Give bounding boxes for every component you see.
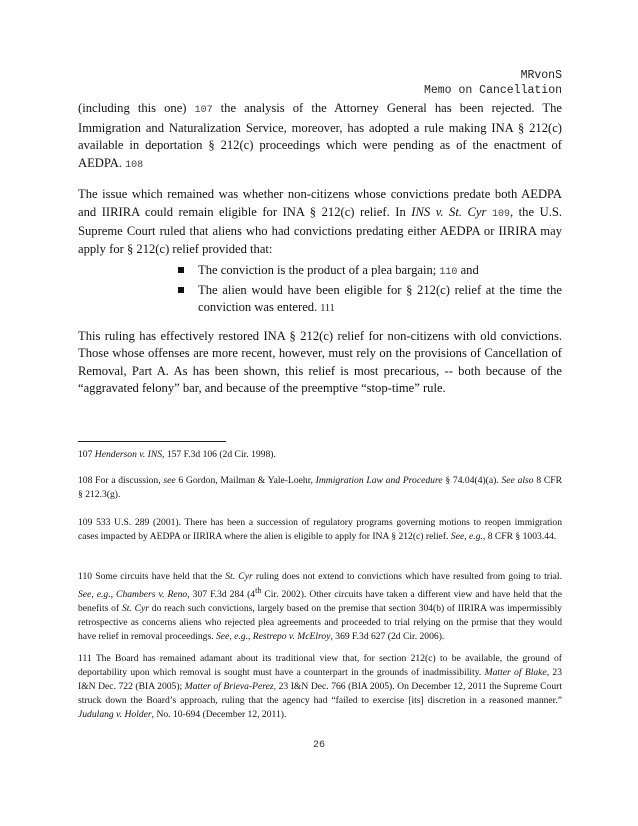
- signal: see: [163, 475, 176, 486]
- footnote-109: [78, 516, 562, 544]
- bullet-text: The alien would have been eligible for § 212(c) relief at the time the conviction was entered.: [198, 282, 562, 314]
- case-name: St. Cyr: [225, 571, 253, 582]
- citation: , 23 I&N Dec. 722 (BIA 2005);: [78, 667, 563, 692]
- case-name: Henderson v. INS: [94, 449, 163, 460]
- citation: § 74.04(4)(a).: [442, 475, 502, 486]
- footnote-ref-108[interactable]: 108: [125, 159, 144, 171]
- footnote-111: [78, 652, 562, 722]
- paragraph-1-text-b: the analysis of the Attorney General has been rejected. The Immigration and Naturalization Service, moreover, has adopted a rule making INA § 212(c) available in deportation § 212(c) proceedings which were pending as of the enactment of AEDPA.: [78, 101, 562, 170]
- punctuation: ,: [110, 589, 117, 601]
- footnote-ref-110[interactable]: 110: [439, 267, 458, 278]
- case-name-st-cyr: INS v. St. Cyr: [411, 204, 487, 219]
- author-text: 6 Gordon, Mailman & Yale-Loehr,: [175, 475, 316, 486]
- bullet-list: [78, 262, 562, 318]
- running-header: [424, 68, 562, 98]
- footnote-text: 109 533 U.S. 289 (2001). There has been a succession of regulatory programs governing motions to reopen immigration cases impacted by AEDPA or IIRIRA where the alien is eligible to apply for INA § 212(c) relief.: [78, 517, 562, 542]
- footnote-text: ruling does not extend to convictions which have resulted from going to trial.: [252, 571, 562, 582]
- signal: See, e.g.: [216, 631, 248, 643]
- list-item: [178, 282, 562, 318]
- list-item: [178, 262, 562, 282]
- page-number: 26: [312, 740, 325, 751]
- square-bullet-icon: [178, 287, 184, 293]
- case-name: Chambers v. Reno: [116, 589, 188, 601]
- paragraph-2: [78, 186, 562, 258]
- footnote-ref-109[interactable]: 109: [491, 208, 510, 220]
- footnote-separator: [78, 441, 226, 442]
- footnote-text: do reach such convictions, largely based on the premise that section 304(b) of IIRIRA was impermissibly retrospective as concerns aliens who rejected plea agreements and proceeded to trial relying on the prmise that they would have relief in removal proceedings.: [78, 603, 562, 643]
- paragraph-2-text-a: The issue which remained was whether non-citizens whose convictions predate both AEDPA and IIRIRA could remain eligible for INA § 212(c) relief. In: [78, 187, 562, 219]
- paragraph-2-text-b: , the U.S. Supreme Court ruled that aliens who had convictions predating either AEDPA or IIRIRA may apply for § 212(c) relief provided that:: [78, 204, 562, 256]
- footnote-text: Cir. 2002). Other circuits have taken a different view and have held that the benefits of: [78, 589, 563, 615]
- citation: , 307 F.3d 284 (4: [187, 589, 256, 601]
- header-title: Memo on Cancellation: [423, 84, 562, 97]
- case-name: Matter of Brieva-Perez: [184, 681, 274, 692]
- footnote-110: [78, 570, 562, 644]
- case-name: St. Cyr: [121, 603, 149, 615]
- footnote-text: 111 The Board has remained adamant about its traditional view that, for section 212(c) to be available, the ground of deportability upon which removal is sought must have a counterpart in the grounds of inadmissibility.: [78, 653, 562, 678]
- body-text: [78, 100, 562, 398]
- footnote-number: 107: [78, 449, 95, 460]
- footnote-text: , 23 I&N Dec. 766 (BIA 2005). On December 12, 2011 the Supreme Court struck down the Board’s approach, ruling that the agency had “failed to exercise [its] discretion in a reasoned manner.”: [78, 681, 563, 706]
- citation: , 8 CFR § 1003.44.: [482, 531, 557, 542]
- case-name: Matter of Blake: [484, 667, 547, 678]
- citation: 8 CFR § 212.3(g).: [78, 475, 563, 500]
- paragraph-1-text-a: (including this one): [78, 101, 195, 115]
- bullet-text: The conviction is the product of a plea bargain;: [198, 263, 440, 277]
- paragraph-3: This ruling has effectively restored INA § 212(c) relief for non-citizens with old convictions. Those whose offenses are more recent, however, must rely on the provisions of Cancellation of Removal, Part A. As has been shown, this relief is most precarious, -- both because of the “aggravated felony” bar, and because of the preemptive “stop-time” rule.: [78, 328, 562, 395]
- footnote-ref-111[interactable]: 111: [320, 303, 335, 314]
- citation: , 157 F.3d 106 (2d Cir. 1998).: [162, 449, 276, 460]
- footnote-ref-107[interactable]: 107: [194, 105, 213, 116]
- punctuation: ,: [247, 631, 253, 643]
- signal: See, e.g.: [450, 531, 483, 542]
- citation: , 369 F.3d 627 (2d Cir. 2006).: [330, 631, 445, 643]
- case-name: Judulang v. Holder: [78, 709, 152, 720]
- header-author: MRvonS: [520, 69, 562, 82]
- case-name: Restrepo v. McElroy: [252, 631, 331, 643]
- bullet-tail: and: [457, 263, 479, 277]
- signal: See, e.g.: [78, 589, 111, 601]
- paragraph-1: [78, 100, 562, 174]
- book-title: Immigration Law and Procedure: [315, 475, 443, 486]
- footnote-number: 108 For a discussion,: [78, 475, 164, 486]
- square-bullet-icon: [178, 267, 184, 273]
- signal: See also: [501, 475, 534, 486]
- citation: , No. 10-694 (December 12, 2011).: [151, 709, 287, 720]
- ordinal-suffix: th: [255, 586, 262, 595]
- footnote-107: [78, 448, 562, 462]
- footnote-108: [78, 474, 562, 502]
- footnote-text: 110 Some circuits have held that the: [78, 571, 226, 582]
